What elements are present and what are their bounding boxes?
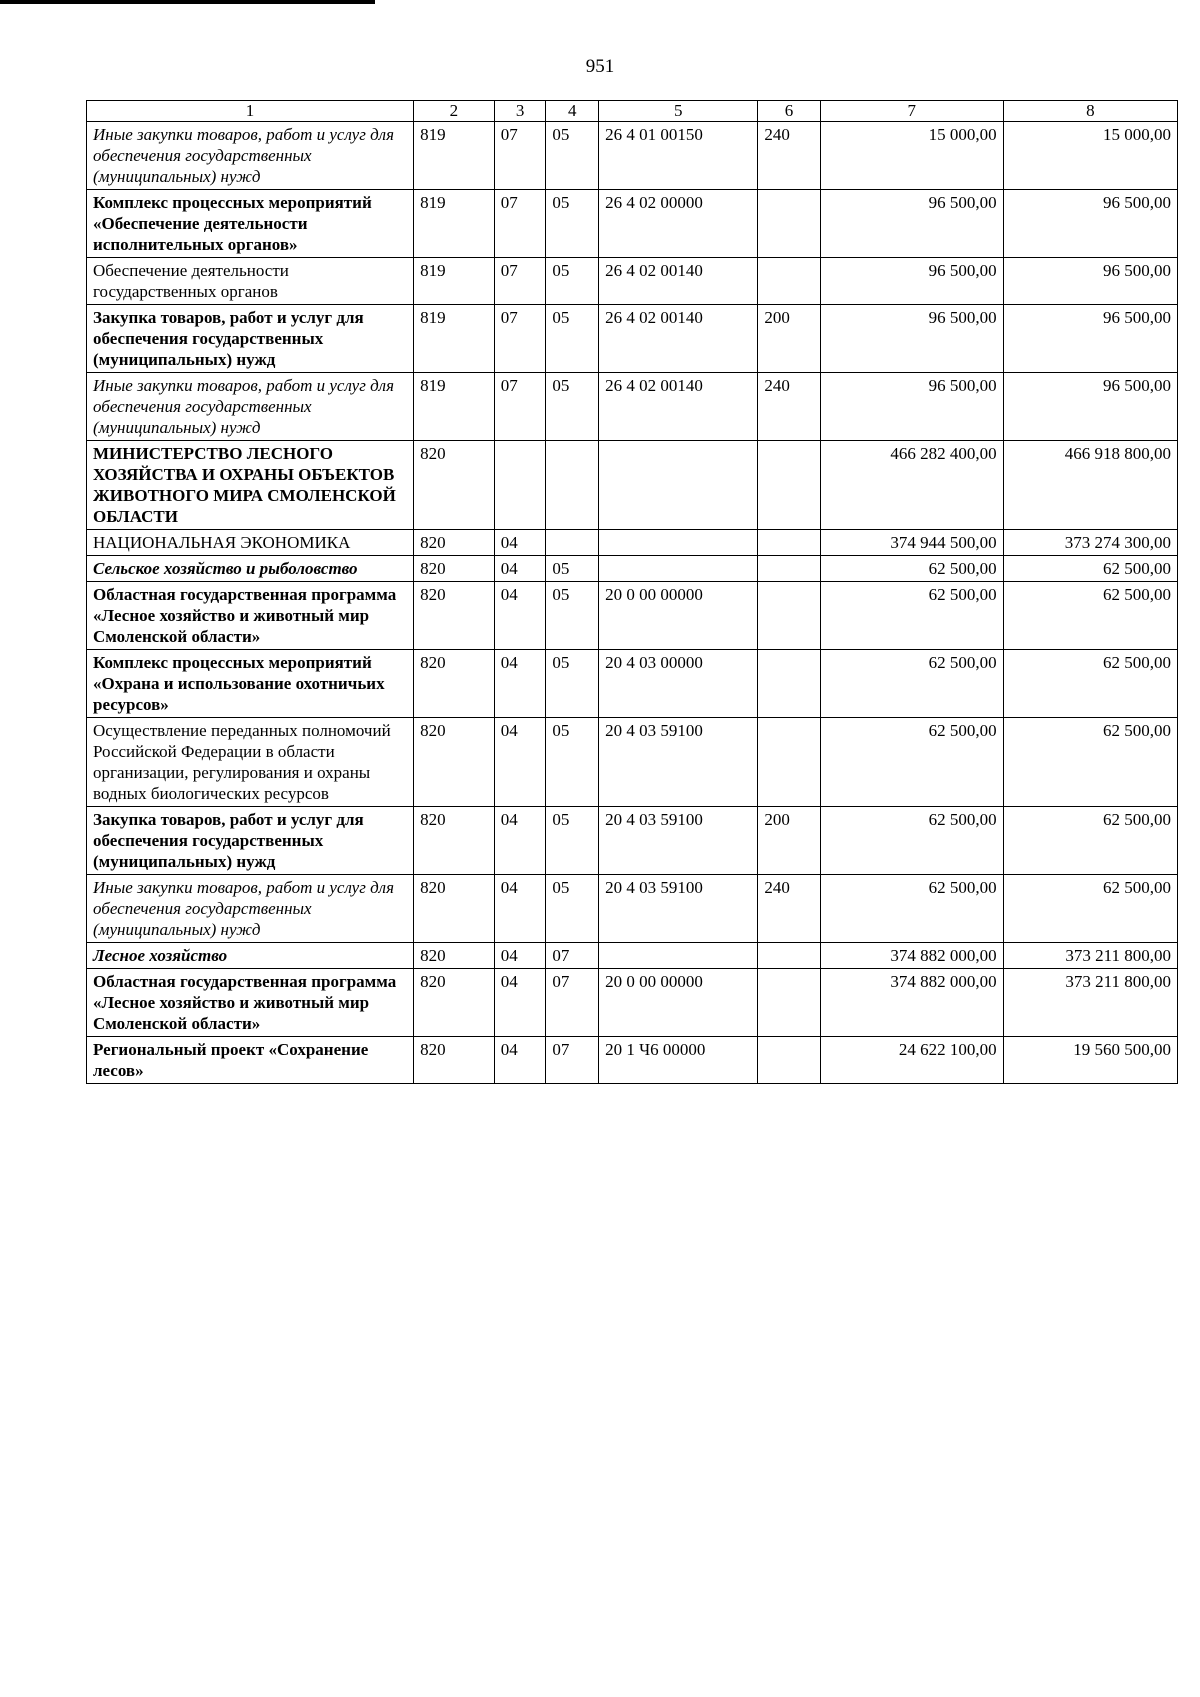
table-row	[87, 373, 1178, 441]
amount-col-7: 24 622 100,00	[820, 1037, 1003, 1084]
section-code: 04	[494, 650, 546, 718]
subsection-code: 05	[546, 582, 599, 650]
amount-col-7: 62 500,00	[820, 650, 1003, 718]
admin-code: 820	[414, 875, 495, 943]
amount-col-8: 62 500,00	[1003, 807, 1177, 875]
section-code: 07	[494, 305, 546, 373]
amount-col-7: 374 882 000,00	[820, 969, 1003, 1037]
amount-col-7: 96 500,00	[820, 190, 1003, 258]
admin-code: 820	[414, 718, 495, 807]
subsection-code	[546, 530, 599, 556]
target-article: 26 4 02 00140	[599, 258, 758, 305]
row-name: Обеспечение деятельности государственных органов	[87, 258, 414, 305]
expense-type: 240	[758, 875, 820, 943]
expense-type	[758, 718, 820, 807]
amount-col-8: 62 500,00	[1003, 556, 1177, 582]
expense-type	[758, 258, 820, 305]
target-article: 20 4 03 59100	[599, 718, 758, 807]
table-row	[87, 1037, 1178, 1084]
section-code: 04	[494, 530, 546, 556]
table-row	[87, 582, 1178, 650]
subsection-code: 05	[546, 305, 599, 373]
admin-code: 820	[414, 650, 495, 718]
table-row	[87, 718, 1178, 807]
header-col-4: 4	[546, 101, 599, 122]
expense-type: 200	[758, 305, 820, 373]
expense-type	[758, 190, 820, 258]
admin-code: 820	[414, 969, 495, 1037]
target-article	[599, 441, 758, 530]
admin-code: 819	[414, 305, 495, 373]
amount-col-8: 62 500,00	[1003, 875, 1177, 943]
subsection-code: 05	[546, 807, 599, 875]
subsection-code: 05	[546, 556, 599, 582]
amount-col-8: 466 918 800,00	[1003, 441, 1177, 530]
header-col-6: 6	[758, 101, 820, 122]
section-code: 04	[494, 807, 546, 875]
amount-col-7: 62 500,00	[820, 875, 1003, 943]
expense-type	[758, 582, 820, 650]
subsection-code: 05	[546, 650, 599, 718]
subsection-code: 05	[546, 373, 599, 441]
target-article: 20 1 Ч6 00000	[599, 1037, 758, 1084]
section-code	[494, 441, 546, 530]
amount-col-7: 96 500,00	[820, 258, 1003, 305]
section-code: 04	[494, 556, 546, 582]
target-article: 20 4 03 59100	[599, 807, 758, 875]
section-code: 04	[494, 943, 546, 969]
row-name: НАЦИОНАЛЬНАЯ ЭКОНОМИКА	[87, 530, 414, 556]
admin-code: 820	[414, 441, 495, 530]
amount-col-8: 62 500,00	[1003, 650, 1177, 718]
amount-col-7: 62 500,00	[820, 582, 1003, 650]
amount-col-7: 62 500,00	[820, 807, 1003, 875]
subsection-code: 05	[546, 190, 599, 258]
table-row	[87, 122, 1178, 190]
row-name: Иные закупки товаров, работ и услуг для обеспечения государственных (муниципальных) нужд	[87, 122, 414, 190]
expense-type	[758, 530, 820, 556]
row-name: Комплекс процессных мероприятий «Охрана и использование охотничьих ресурсов»	[87, 650, 414, 718]
header-col-7: 7	[820, 101, 1003, 122]
header-row	[87, 101, 1178, 122]
admin-code: 820	[414, 556, 495, 582]
amount-col-7: 15 000,00	[820, 122, 1003, 190]
amount-col-8: 373 274 300,00	[1003, 530, 1177, 556]
row-name: Осуществление переданных полномочий Российской Федерации в области организации, регулирования и охраны водных биологических ресурсов	[87, 718, 414, 807]
table-row	[87, 943, 1178, 969]
row-name: Сельское хозяйство и рыболовство	[87, 556, 414, 582]
section-code: 04	[494, 875, 546, 943]
amount-col-7: 374 882 000,00	[820, 943, 1003, 969]
amount-col-7: 466 282 400,00	[820, 441, 1003, 530]
section-code: 07	[494, 373, 546, 441]
target-article	[599, 556, 758, 582]
subsection-code: 07	[546, 943, 599, 969]
target-article: 26 4 02 00000	[599, 190, 758, 258]
section-code: 04	[494, 1037, 546, 1084]
admin-code: 820	[414, 1037, 495, 1084]
table-row	[87, 441, 1178, 530]
row-name: Лесное хозяйство	[87, 943, 414, 969]
admin-code: 819	[414, 122, 495, 190]
table-row	[87, 556, 1178, 582]
row-name: Комплекс процессных мероприятий «Обеспечение деятельности исполнительных органов»	[87, 190, 414, 258]
amount-col-7: 96 500,00	[820, 305, 1003, 373]
subsection-code: 07	[546, 969, 599, 1037]
admin-code: 819	[414, 190, 495, 258]
row-name: Областная государственная программа «Лесное хозяйство и животный мир Смоленской области»	[87, 582, 414, 650]
amount-col-8: 62 500,00	[1003, 582, 1177, 650]
section-code: 07	[494, 122, 546, 190]
section-code: 04	[494, 969, 546, 1037]
target-article: 20 0 00 00000	[599, 582, 758, 650]
subsection-code	[546, 441, 599, 530]
table-row	[87, 969, 1178, 1037]
amount-col-8: 15 000,00	[1003, 122, 1177, 190]
table-row	[87, 807, 1178, 875]
target-article: 20 4 03 59100	[599, 875, 758, 943]
amount-col-8: 373 211 800,00	[1003, 943, 1177, 969]
expense-type: 240	[758, 373, 820, 441]
admin-code: 820	[414, 530, 495, 556]
expense-type: 200	[758, 807, 820, 875]
row-name: Областная государственная программа «Лесное хозяйство и животный мир Смоленской области»	[87, 969, 414, 1037]
amount-col-8: 373 211 800,00	[1003, 969, 1177, 1037]
admin-code: 819	[414, 258, 495, 305]
subsection-code: 05	[546, 122, 599, 190]
target-article: 26 4 02 00140	[599, 373, 758, 441]
expense-type	[758, 1037, 820, 1084]
target-article: 20 4 03 00000	[599, 650, 758, 718]
header-col-5: 5	[599, 101, 758, 122]
table-row	[87, 875, 1178, 943]
table-row	[87, 305, 1178, 373]
expense-type	[758, 943, 820, 969]
table-row	[87, 530, 1178, 556]
table-row	[87, 650, 1178, 718]
row-name: Закупка товаров, работ и услуг для обеспечения государственных (муниципальных) нужд	[87, 305, 414, 373]
section-code: 04	[494, 582, 546, 650]
top-rule	[0, 0, 375, 4]
target-article: 20 0 00 00000	[599, 969, 758, 1037]
subsection-code: 05	[546, 718, 599, 807]
page-number: 951	[585, 56, 615, 77]
amount-col-8: 96 500,00	[1003, 190, 1177, 258]
row-name: Региональный проект «Сохранение лесов»	[87, 1037, 414, 1084]
amount-col-8: 96 500,00	[1003, 373, 1177, 441]
amount-col-8: 96 500,00	[1003, 258, 1177, 305]
amount-col-8: 96 500,00	[1003, 305, 1177, 373]
amount-col-7: 62 500,00	[820, 718, 1003, 807]
admin-code: 820	[414, 943, 495, 969]
admin-code: 820	[414, 582, 495, 650]
amount-col-8: 62 500,00	[1003, 718, 1177, 807]
table-row	[87, 190, 1178, 258]
budget-table	[86, 100, 1178, 1084]
expense-type	[758, 969, 820, 1037]
section-code: 07	[494, 190, 546, 258]
header-col-1: 1	[87, 101, 414, 122]
header-col-2: 2	[414, 101, 495, 122]
target-article: 26 4 01 00150	[599, 122, 758, 190]
amount-col-7: 62 500,00	[820, 556, 1003, 582]
section-code: 07	[494, 258, 546, 305]
row-name: Иные закупки товаров, работ и услуг для обеспечения государственных (муниципальных) нужд	[87, 875, 414, 943]
subsection-code: 05	[546, 258, 599, 305]
expense-type: 240	[758, 122, 820, 190]
row-name: Закупка товаров, работ и услуг для обеспечения государственных (муниципальных) нужд	[87, 807, 414, 875]
admin-code: 819	[414, 373, 495, 441]
amount-col-7: 374 944 500,00	[820, 530, 1003, 556]
amount-col-8: 19 560 500,00	[1003, 1037, 1177, 1084]
expense-type	[758, 441, 820, 530]
table-row	[87, 258, 1178, 305]
subsection-code: 05	[546, 875, 599, 943]
row-name: Иные закупки товаров, работ и услуг для обеспечения государственных (муниципальных) нужд	[87, 373, 414, 441]
target-article: 26 4 02 00140	[599, 305, 758, 373]
target-article	[599, 943, 758, 969]
header-col-3: 3	[494, 101, 546, 122]
expense-type	[758, 556, 820, 582]
admin-code: 820	[414, 807, 495, 875]
header-col-8: 8	[1003, 101, 1177, 122]
subsection-code: 07	[546, 1037, 599, 1084]
target-article	[599, 530, 758, 556]
row-name: МИНИСТЕРСТВО ЛЕСНОГО ХОЗЯЙСТВА И ОХРАНЫ ОБЪЕКТОВ ЖИВОТНОГО МИРА СМОЛЕНСКОЙ ОБЛАСТИ	[87, 441, 414, 530]
amount-col-7: 96 500,00	[820, 373, 1003, 441]
section-code: 04	[494, 718, 546, 807]
expense-type	[758, 650, 820, 718]
